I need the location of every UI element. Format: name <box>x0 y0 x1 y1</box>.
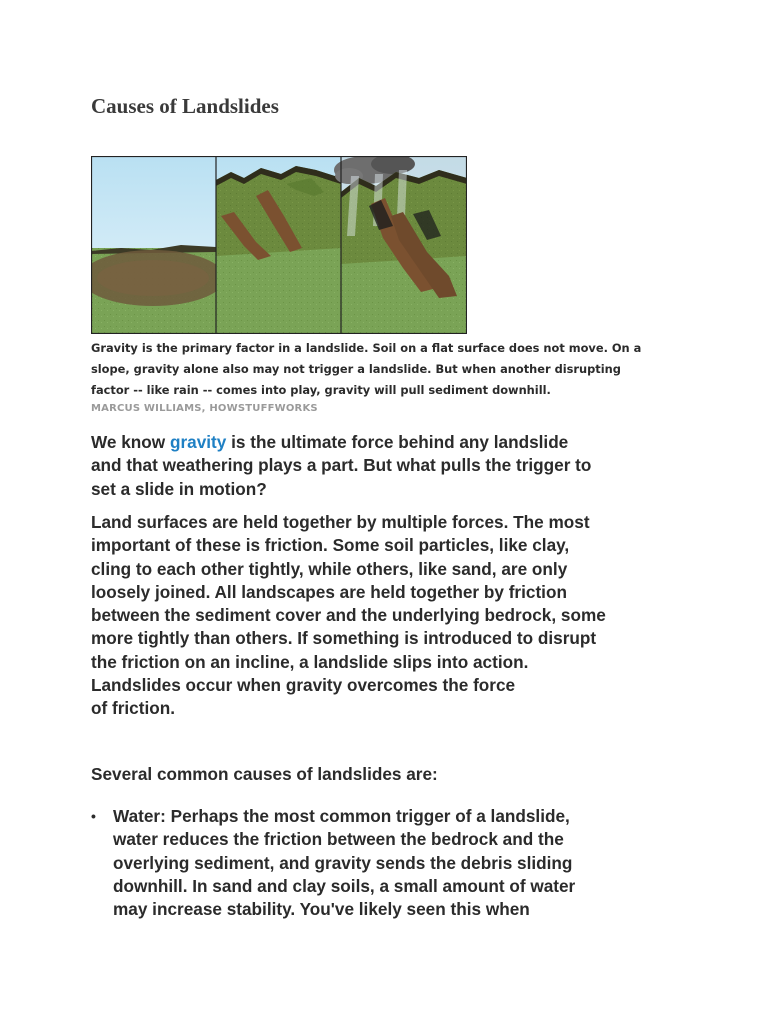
caption-line: Gravity is the primary factor in a landslide. Soil on a flat surface does not move. On a <box>91 341 642 355</box>
paragraph-line: Landslides occur when gravity overcomes the force <box>91 675 516 696</box>
paragraph-line: the friction on an incline, a landslide slips into action. <box>91 651 529 672</box>
caption-line: slope, gravity alone also may not trigger a landslide. But when another disrupting <box>91 362 621 376</box>
paragraph-line: of friction. <box>91 698 176 719</box>
intro-paragraph <box>91 431 691 501</box>
landslide-illustration <box>91 156 467 334</box>
paragraph-line: more tightly than others. If something is introduced to disrupt <box>91 628 597 649</box>
friction-paragraph <box>91 511 691 721</box>
paragraph-line: loosely joined. All landscapes are held together by friction <box>91 581 567 602</box>
paragraph-line: cling to each other tightly, while others, like sand, are only <box>91 558 568 579</box>
figure-caption <box>91 338 691 401</box>
paragraph-line: between the sediment cover and the underlying bedrock, some <box>91 605 606 626</box>
list-item-line: overlying sediment, and gravity sends the debris sliding <box>113 852 573 873</box>
list-item <box>91 805 691 921</box>
paragraph-line: important of these is friction. Some soil particles, like clay, <box>91 535 570 556</box>
bullet-icon: • <box>91 808 96 824</box>
intro-text: is the ultimate force behind any landslide <box>231 432 569 452</box>
list-item-line: water reduces the friction between the bedrock and the <box>113 829 564 850</box>
list-item-line: downhill. In sand and clay soils, a small amount of water <box>113 875 576 896</box>
gravity-link[interactable]: gravity <box>169 432 227 452</box>
panel-flat-surface <box>91 156 225 334</box>
paragraph-line: Land surfaces are held together by multiple forces. The most <box>91 512 590 532</box>
list-item-line: may increase stability. You've likely seen this when <box>113 899 530 920</box>
list-item-line: Water: Perhaps the most common trigger of a landslide, <box>113 806 570 826</box>
intro-text: set a slide in motion? <box>91 478 267 499</box>
intro-text: and that weathering plays a part. But what pulls the trigger to <box>91 455 592 476</box>
causes-list <box>91 805 691 921</box>
intro-text: We know <box>91 432 170 452</box>
caption-line: factor -- like rain -- comes into play, gravity will pull sediment downhill. <box>91 383 551 397</box>
panel-slope <box>216 156 341 334</box>
figure-credit: MARCUS WILLIAMS, HOWSTUFFWORKS <box>91 403 318 414</box>
panel-rain-slide <box>334 156 467 334</box>
page-title: Causes of Landslides <box>91 94 279 118</box>
causes-heading: Several common causes of landslides are: <box>91 764 438 784</box>
